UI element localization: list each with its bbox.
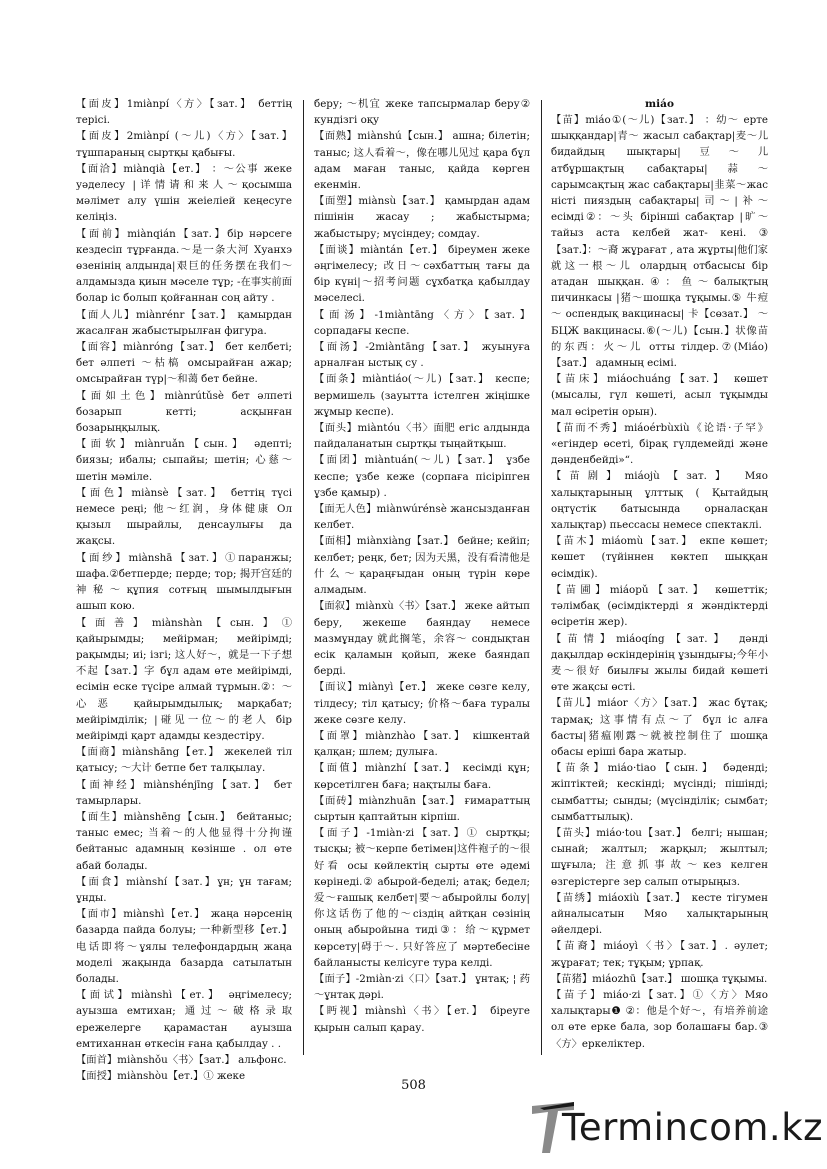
dictionary-entry: 【苗剧】miáojù【зат.】 Мяо халықтарының ұлттық ( Қытайдың оңтүстік батысында орналасқан халықтар) пьессасы немесе спектаклі.	[551, 470, 768, 532]
column-middle	[314, 96, 530, 1051]
logo-letters: Termincom.kz	[562, 1106, 824, 1149]
dictionary-entry: 【面生】miànshēng【сын.】 бейтаныс; таныс емес; 当着～的人他显得十分拘谨 бейтаныс адамның көзінше . ол өте абай болады.	[76, 810, 292, 872]
dictionary-entry: 【面试】miànshì【ет.】 әңгімелесу; ауызша емтихан; 通过～破格录取 ережелерге қарамастан ауызша емтиханнан өткесін ғана қабылдау . .	[76, 989, 292, 1050]
dictionary-entry: 【面皮】1miànpí〈方〉【зат.】 беттің терісі.	[76, 98, 292, 127]
dictionary-entry: 【苗木】miáomù【зат.】 екпе көшет; көшет (түйіннен көктеп шыққан өсімдік).	[551, 535, 768, 580]
column-right	[551, 96, 768, 1051]
dictionary-entry: 【苗子】miáo·zi【зат.】①〈方〉Мяо халықтары❶ ②：他是个好～，有培养前途 ол өте ерке бала, зор болашағы бар.③〈方〉еркеліктер.	[551, 988, 768, 1050]
dictionary-entry: 【面谈】miàntán【ет.】 біреумен жеке әңгімелесу; 改日～сәхбаттың тағы да бір күні|～招考问题 сұхбатқа қабылдау мәселесі.	[314, 243, 530, 305]
entry-list	[314, 96, 530, 1036]
dictionary-entry: 【面子】-2miàn·zi〈口〉【зат.】 ұнтақ; ¦ 药～ұнтақ дәрі.	[314, 972, 530, 1002]
dictionary-entry: 【面头】miàntóu〈书〉面肥 егіс алдында пайдаланатын сыртқы тыңайтқыш.	[314, 422, 530, 451]
site-logo	[530, 1100, 824, 1155]
dictionary-entry: 【面砖】miànzhuān【зат.】 ғимараттың сыртын қаптайтын кірпіш.	[314, 794, 530, 823]
dictionary-entry: 【面市】miànshì【ет.】 жаңа нәрсенің базарда пайда болуы; 一种新型移【ет.】电话即将～ұялы телефондардың жаңа моделі жақында базарда сатылатын болады.	[76, 908, 292, 985]
dictionary-entry: 【面容】miànróng【зат.】 бет келбеті; бет әлпеті ～枯槁 омсырайған ажар; омсырайған түр|～和蔼 бет бейне.	[76, 341, 292, 386]
dictionary-entry: 【苗条】miáo·tiao【сын.】 бәденді; жіптіктей; кескінді; мүсінді; пішінді; сымбатты; сынды; (мүсінділік; сымбат; сымбаттылық).	[551, 762, 768, 823]
dictionary-entry: 【面叙】miànxù〈书〉【зат.】 жеке айтып беру, жекеше баяндау немесе мазмұндау 就此搁笔，余容～ сондықтан есік қаламын қойып, жеке баяндап берді.	[314, 600, 530, 678]
entry-list	[76, 96, 292, 1084]
dictionary-entry: беру; ～机宜 жеке тапсырмалар беру② кундізгі оқу	[314, 98, 530, 127]
dictionary-entry: 【面汤】-1miàntāng〈方〉【зат.】 сорпадағы кеспе.	[314, 308, 530, 337]
dictionary-entry: 【面纱】miànshā【зат.】①паранжы; шафа.②бетперде; перде; тор; 揭开宫廷的神秘～құпия сотғың шымылдығын ашып кою.	[76, 551, 292, 613]
dictionary-entry: 【面熟】miànshú【сын.】 ашна; білетін; таныс; 这人看着～，像在哪儿见过 қара бұл адам маған таныс, қайда көрген екенмін.	[314, 130, 530, 192]
dictionary-entry: 【苗儿】miáor〈方〉【зат.】 жас бұтақ; тармақ; 这事情有点～了 бұл іс алға басты|猪瘟刚露～就被控制住了 шошқа обасы еріші бара жатыр.	[551, 697, 768, 758]
dictionary-entry: 【面色】miànsè【зат.】 беттің түсі немесе реңі; 他～红润，身体健康 Ол қызыл шырайлы, денсаулығы да жақсы.	[76, 486, 292, 548]
dictionary-entry: 【面如土色】miànrútǔsè бет әлпеті бозарып кетті; асқынған бозарыңқылық.	[76, 389, 292, 435]
dictionary-entry: 【面首】miànshǒu〈书〉【зат.】 альфонс.	[76, 1053, 287, 1066]
dictionary-entry: 【面皮】2miànpí (～儿)〈方〉【зат.】 тұшпараның сыртқы қабығы.	[76, 130, 292, 159]
dictionary-entry: 【面人儿】miànrénr【зат.】 қамырдан жасалған жабыстырылған фигура.	[76, 308, 292, 337]
section-header: miáo	[645, 98, 674, 110]
dictionary-entry: 【面值】miànzhí【зат.】 кесімді құн; көрсетілген баға; нақтылы баға.	[314, 762, 530, 791]
dictionary-entry: 【苗猪】miáozhū【зат.】 шошқа тұқымы.	[551, 972, 768, 985]
dictionary-entry: 【苗而不秀】miáoérbùxiù《论语·子罕》 «егіндер өсеті, бірақ гүлдемейді және дәнденбейді»“.	[551, 421, 768, 467]
column-divider	[541, 100, 542, 1055]
dictionary-entry: 【苗绣】miáoxiù【зат.】 кесте тігумен айналысатын Мяо халықтарының әйелдері.	[551, 891, 768, 937]
dictionary-entry: 【面条】miàntiáo(～儿)【зат.】 кеспе; вермишель (зауытта істелген жіңішке жұмыр кеспе).	[314, 373, 530, 418]
column-divider	[303, 100, 304, 1055]
dictionary-entry: 【苗】miáo①(～儿)【зат.】 ：幼～ ерте шыққандар|青～ жасыл сабақтар|麦～儿 бидайдың шықтары|豆～儿 атбұршақтың сабақтары|蒜～ сарымсақтың жас сабақтары|韭菜～жас ністі пияздың сабақтары|司～|补～ есімді②：～头 бірінші сабақтар |旷～тайыз аста келбей жат- кені. ③【зат.】：～裔 жұрағат , ата жұрты|他们家就这一根～儿 олардың отбасысы бір атадан шыққан.④：鱼～балықтың пичинкасы |猪～шошқа тұқымы.⑤ 牛痘～ оспендық вакцинасы| 卡【сөзат.】 ～БЦЖ вакцинасы.⑥(～儿)【сын.】状像苗的东西：火～儿 отты тілдер.⑦(Miáo)【зат.】 адамның есімі.	[551, 114, 768, 370]
dictionary-entry: 【面商】miànshāng【ет.】 жекелей тіл қатысу; ～大计 бетпе бет талқылау.	[76, 746, 292, 775]
dictionary-entry: 【面授】miànshòu【ет.】① жеке	[76, 1070, 246, 1083]
logo-text	[562, 1108, 823, 1148]
dictionary-entry: 【苗情】miáoqíng【зат.】 дәнді дақылдар өскіндерінің ұзындығы;今年小麦～很好 биылғы жылы бидай көшеті өте жақсы өсті.	[551, 632, 768, 694]
dictionary-entry: 【面议】miànyì【ет.】 жеке сөзге келу, тілдесу; тіл қатысу; 价格～баға туралы жеке сөзге келу.	[314, 681, 530, 726]
dictionary-entry: 【面食】miànshí【зат.】ұн; ұн тағам; ұнды.	[76, 875, 292, 904]
dictionary-entry: 【苗圃】miáopǔ【зат.】 көшеттік; тәлімбақ (өсімдіктерді я жәндіктерді өсіретін жер).	[551, 583, 768, 629]
dictionary-entry: 【面无人色】miànwúrénsè жансызданған келбет.	[314, 503, 530, 532]
column-left	[76, 96, 292, 1083]
dictionary-entry: 【面塑】miànsù【зат.】 қамырдан адам пішінін жасау ; жабыстырма; жабыстыру; мүсіндеу; сомдау.	[314, 195, 530, 240]
dictionary-entry: 【苗床】miáochuáng【зат.】 көшет (мысалы, гүл көшеті, асыл тұқымды мал өсіретін орын).	[551, 373, 768, 418]
page-number: 508	[401, 1078, 426, 1093]
entry-list	[551, 112, 768, 1052]
dictionary-entry: 【面罩】miànzhào【зат.】 кішкентай қалқан; шлем; дулыға.	[314, 729, 530, 759]
dictionary-entry: 【面神经】miànshénjīng【зат.】 бет тамырлары.	[76, 778, 292, 807]
dictionary-entry: 【面子】-1miàn·zi【зат.】① сыртқы; тысқы; 被～керпе бетімен|这件袍子的～很好看 осы көйлектің сырты өте әдемі көрінеді.② абырой-беделі; атақ; бедел; 爱～ғашық келбет|要～абыройлы болу|你这话伤了他的～сіздің айтқан сөзінің оның абыройына тиді③：给～құрмет көрсету|碍于～. 只好答应了 мәртебесіне байланысты келісуге тура келді.	[314, 827, 530, 969]
dictionary-entry: 【面相】miànxiàng【зат.】 бейне; кейіп; келбет; реңк, бет; 因为天黑，没有看清他是什么～қараңғыдан оның түрін көре алмадым.	[314, 535, 530, 597]
dictionary-entry: 【苗裔】miáoyì〈书〉【зат.】. әулет; жұрағат; тек; тұқым; ұрпақ.	[551, 940, 768, 969]
dictionary-entry: 【面善】miànshàn【сын.】① қайырымды; мейірман; мейірімді; рақымды; иі; ізгі; 这人好～，就是一下子想不起【зат.】字 бұл адам өте мейірімді, есімін еске түсіре алмай тұрмын.②：～心恶 қайырымдылық; марқабат; мейірімділік; |碰见一位～的老人 бір мейірімді қарт адамды кездестіру.	[76, 616, 292, 742]
dictionary-entry: 【面软】miànruǎn【сын.】 әдепті; биязы; ибалы; сыпайы; шетін; 心慈～ шетін мәміле.	[76, 438, 292, 483]
dictionary-entry: 【面团】miàntuán(～儿)【зат.】 ұзбе кеспе; ұзбе кеже (сорпаға пісіріпген ұзбе қамыр) .	[314, 454, 530, 499]
dictionary-entry: 【面汤】-2miàntāng【зат.】 жуынуға арналған ыстық су .	[314, 341, 530, 370]
dictionary-entry: 【眄视】miànshì〈书〉【ет.】 біреуге қырын салып қарау.	[314, 1005, 530, 1034]
dictionary-entry: 【面前】miànqián【зат.】бір нәрсеге кездесіп тұрғанда.～是一条大河 Хуанхэ өзенінің алдында|艰巨的任务摆在我们～алдамызда қиын мәселе тұр; -在事实前面 болар іс болып қойғаннан соң айту .	[76, 227, 292, 305]
dictionary-entry: 【苗头】miáo·tou【зат.】 белгі; нышан; сынай; жалтыл; жарқыл; жылтыл; шұғыла; 注意抓事故～кез келген өзгерістерге зер салып отырыңыз.	[551, 826, 768, 888]
dictionary-entry: 【面洽】miànqià【ет.】 ：～公事 жеке уәделесу |详情请和来人～қосымша мәлімет алу үшін жеіеліей кеңесуге келіңіз.	[76, 162, 292, 224]
